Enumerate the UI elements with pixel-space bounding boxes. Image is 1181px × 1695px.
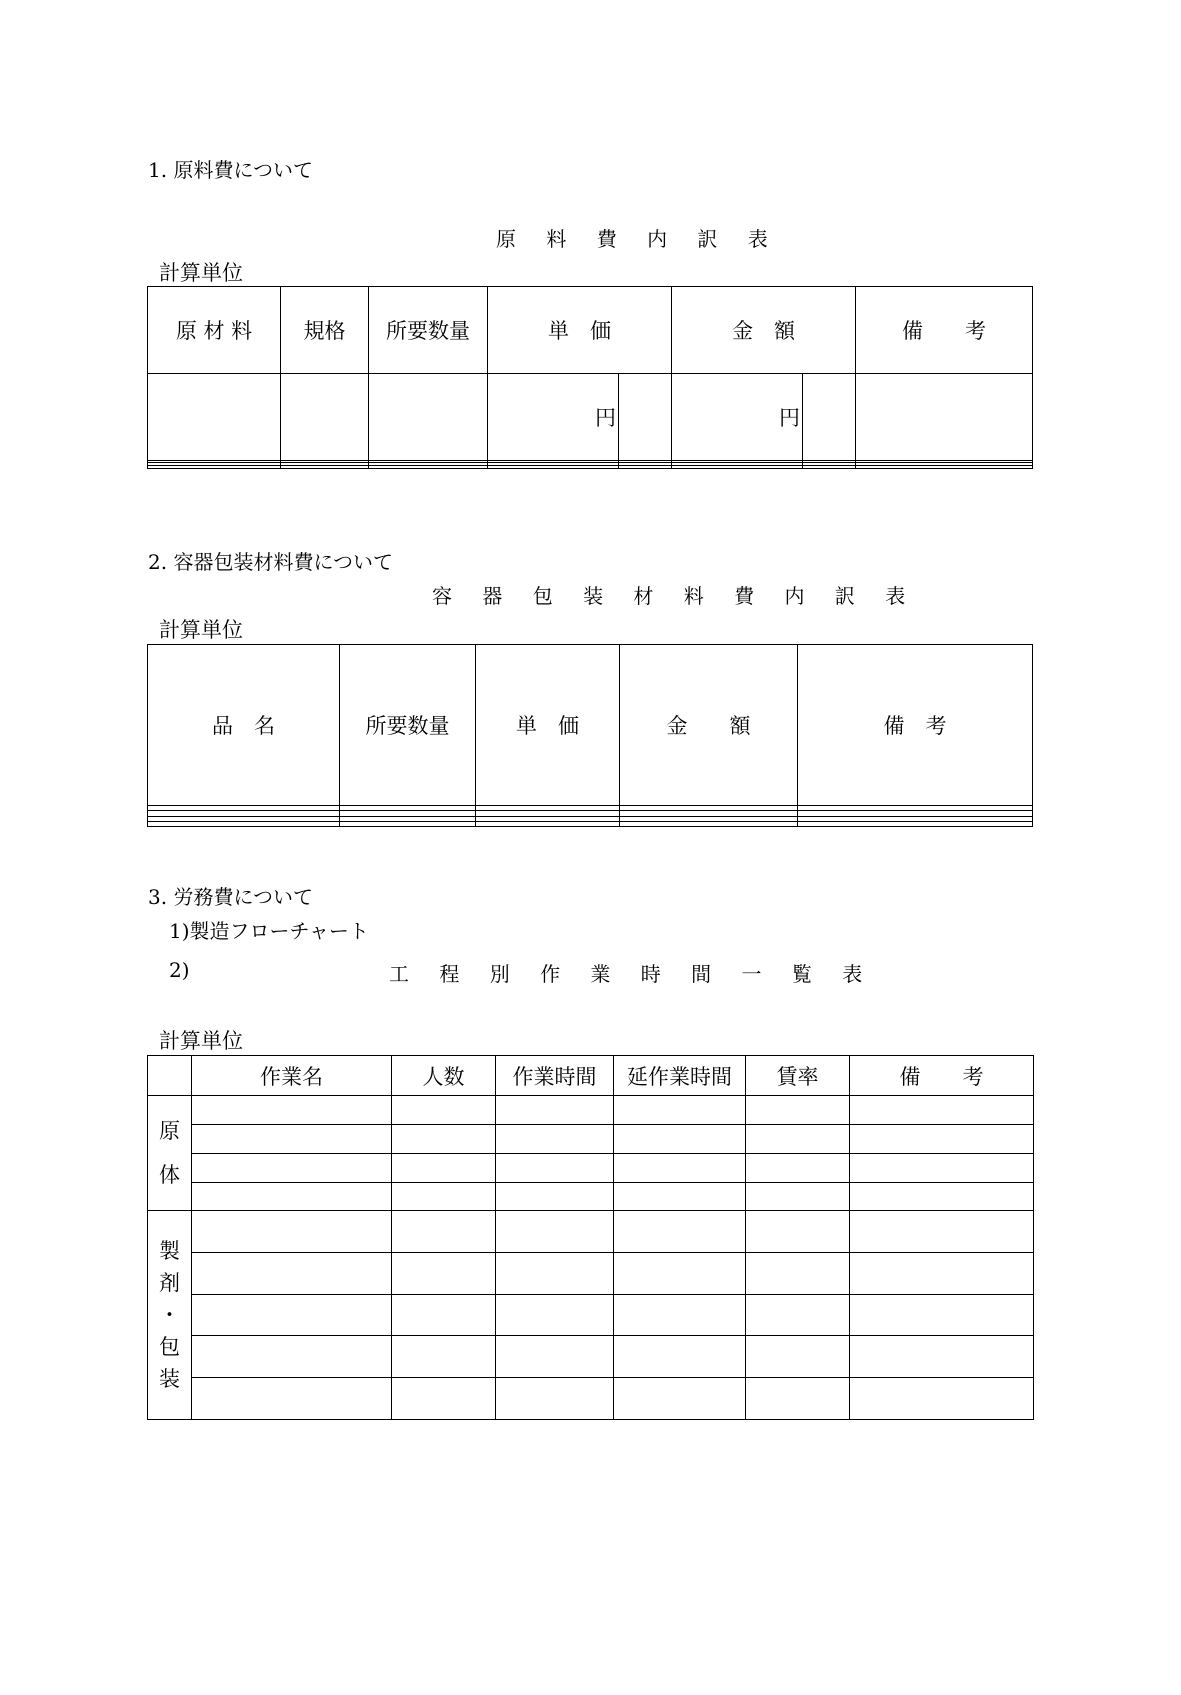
cell[interactable] xyxy=(369,466,488,469)
cell[interactable] xyxy=(614,1182,746,1211)
cell[interactable] xyxy=(496,1124,614,1153)
header-unit-price: 単 価 xyxy=(476,645,620,806)
cell[interactable] xyxy=(392,1153,496,1182)
cell[interactable] xyxy=(746,1336,850,1378)
cell[interactable] xyxy=(746,1153,850,1182)
cell[interactable] xyxy=(803,466,856,469)
cell[interactable] xyxy=(281,466,369,469)
labor-time-table xyxy=(147,1055,1034,1420)
header-quantity: 所要数量 xyxy=(340,645,476,806)
cell[interactable] xyxy=(192,1294,392,1336)
table-header-row xyxy=(148,287,1033,374)
cell[interactable] xyxy=(369,373,488,460)
cell[interactable] xyxy=(148,821,340,826)
cell[interactable] xyxy=(496,1294,614,1336)
table-1-unit-label: 計算単位 xyxy=(159,261,243,285)
cell[interactable] xyxy=(746,1096,850,1125)
header-remarks: 備 考 xyxy=(850,1056,1034,1096)
cell[interactable] xyxy=(850,1378,1034,1420)
packaging-cost-table xyxy=(147,644,1033,827)
cell[interactable] xyxy=(850,1124,1034,1153)
cell[interactable] xyxy=(496,1253,614,1295)
cell[interactable] xyxy=(620,821,798,826)
header-amount: 金 額 xyxy=(672,287,856,374)
cell[interactable] xyxy=(856,466,1033,469)
cell[interactable] xyxy=(614,1253,746,1295)
material-cost-table xyxy=(147,286,1033,469)
cell[interactable] xyxy=(192,1153,392,1182)
table-3-title: 工 程 別 作 業 時 間 一 覧 表 xyxy=(389,962,875,986)
table-row xyxy=(148,1253,1034,1295)
cell[interactable] xyxy=(746,1294,850,1336)
yen-unit-price: 円 xyxy=(488,373,619,460)
cell[interactable] xyxy=(850,1336,1034,1378)
table-row xyxy=(148,1378,1034,1420)
table-row xyxy=(148,1336,1034,1378)
table-row xyxy=(148,373,1033,460)
table-3-unit-label: 計算単位 xyxy=(159,1029,243,1053)
table-2-title: 容 器 包 装 材 料 費 内 訳 表 xyxy=(432,584,918,608)
cell[interactable] xyxy=(392,1294,496,1336)
cell[interactable] xyxy=(496,1211,614,1253)
cell[interactable] xyxy=(672,466,803,469)
table-row xyxy=(148,1294,1034,1336)
table-row xyxy=(148,1182,1034,1211)
cell[interactable] xyxy=(496,1336,614,1378)
header-wage-rate: 賃率 xyxy=(746,1056,850,1096)
cell[interactable] xyxy=(496,1182,614,1211)
header-task-name: 作業名 xyxy=(192,1056,392,1096)
cell[interactable] xyxy=(496,1153,614,1182)
cell[interactable] xyxy=(340,821,476,826)
header-unit-price: 単 価 xyxy=(488,287,672,374)
yen-amount: 円 xyxy=(672,373,803,460)
header-remarks: 備 考 xyxy=(798,645,1033,806)
cell[interactable] xyxy=(619,466,672,469)
header-corner xyxy=(148,1056,192,1096)
cell[interactable] xyxy=(746,1378,850,1420)
table-header-row xyxy=(148,645,1033,806)
cell[interactable] xyxy=(850,1211,1034,1253)
cell[interactable] xyxy=(192,1211,392,1253)
cell[interactable] xyxy=(192,1124,392,1153)
cell[interactable] xyxy=(392,1124,496,1153)
cell[interactable] xyxy=(798,821,1033,826)
cell[interactable] xyxy=(476,821,620,826)
cell[interactable] xyxy=(614,1211,746,1253)
cell[interactable] xyxy=(850,1153,1034,1182)
cell[interactable] xyxy=(614,1124,746,1153)
section-2-heading: 2. 容器包装材料費について xyxy=(148,550,394,574)
cell[interactable] xyxy=(488,466,619,469)
cell[interactable] xyxy=(619,373,672,460)
cell[interactable] xyxy=(614,1153,746,1182)
cell[interactable] xyxy=(392,1182,496,1211)
header-quantity: 所要数量 xyxy=(369,287,488,374)
cell[interactable] xyxy=(614,1336,746,1378)
section-3-heading: 3. 労務費について xyxy=(148,885,314,909)
header-raw-material: 原 材 料 xyxy=(148,287,281,374)
header-total-work-hours: 延作業時間 xyxy=(614,1056,746,1096)
cell[interactable] xyxy=(192,1336,392,1378)
cell[interactable] xyxy=(392,1378,496,1420)
cell[interactable] xyxy=(148,466,281,469)
table-row xyxy=(148,1096,1034,1125)
table-row xyxy=(148,1124,1034,1153)
table-row xyxy=(148,821,1033,826)
table-row xyxy=(148,466,1033,469)
cell[interactable] xyxy=(746,1211,850,1253)
cell[interactable] xyxy=(392,1336,496,1378)
group-label-formulation-packaging: 製 剤 ・ 包 装 xyxy=(148,1211,192,1420)
cell[interactable] xyxy=(281,373,369,460)
cell[interactable] xyxy=(496,1378,614,1420)
subheading-2-number: 2) xyxy=(169,958,190,982)
cell[interactable] xyxy=(496,1096,614,1125)
header-remarks: 備 考 xyxy=(856,287,1033,374)
cell[interactable] xyxy=(746,1253,850,1295)
section-1-heading: 1. 原料費について xyxy=(148,158,314,182)
cell[interactable] xyxy=(856,373,1033,460)
cell[interactable] xyxy=(192,1096,392,1125)
cell[interactable] xyxy=(803,373,856,460)
cell[interactable] xyxy=(850,1096,1034,1125)
cell[interactable] xyxy=(192,1253,392,1295)
flowchart-subheading: 1)製造フローチャート xyxy=(169,919,369,943)
cell[interactable] xyxy=(148,373,281,460)
cell[interactable] xyxy=(850,1294,1034,1336)
table-row xyxy=(148,1153,1034,1182)
cell[interactable] xyxy=(746,1182,850,1211)
cell[interactable] xyxy=(192,1182,392,1211)
cell[interactable] xyxy=(192,1378,392,1420)
group-label-bulk: 原 体 xyxy=(148,1096,192,1211)
cell[interactable] xyxy=(850,1253,1034,1295)
cell[interactable] xyxy=(614,1096,746,1125)
table-row xyxy=(148,1211,1034,1253)
header-amount: 金 額 xyxy=(620,645,798,806)
cell[interactable] xyxy=(746,1124,850,1153)
table-1-title: 原 料 費 内 訳 表 xyxy=(496,227,780,251)
cell[interactable] xyxy=(614,1294,746,1336)
header-item-name: 品 名 xyxy=(148,645,340,806)
table-header-row xyxy=(148,1056,1034,1096)
header-spec: 規格 xyxy=(281,287,369,374)
cell[interactable] xyxy=(614,1378,746,1420)
cell[interactable] xyxy=(850,1182,1034,1211)
cell[interactable] xyxy=(392,1253,496,1295)
cell[interactable] xyxy=(392,1096,496,1125)
header-work-hours: 作業時間 xyxy=(496,1056,614,1096)
table-2-unit-label: 計算単位 xyxy=(159,618,243,642)
cell[interactable] xyxy=(392,1211,496,1253)
header-headcount: 人数 xyxy=(392,1056,496,1096)
